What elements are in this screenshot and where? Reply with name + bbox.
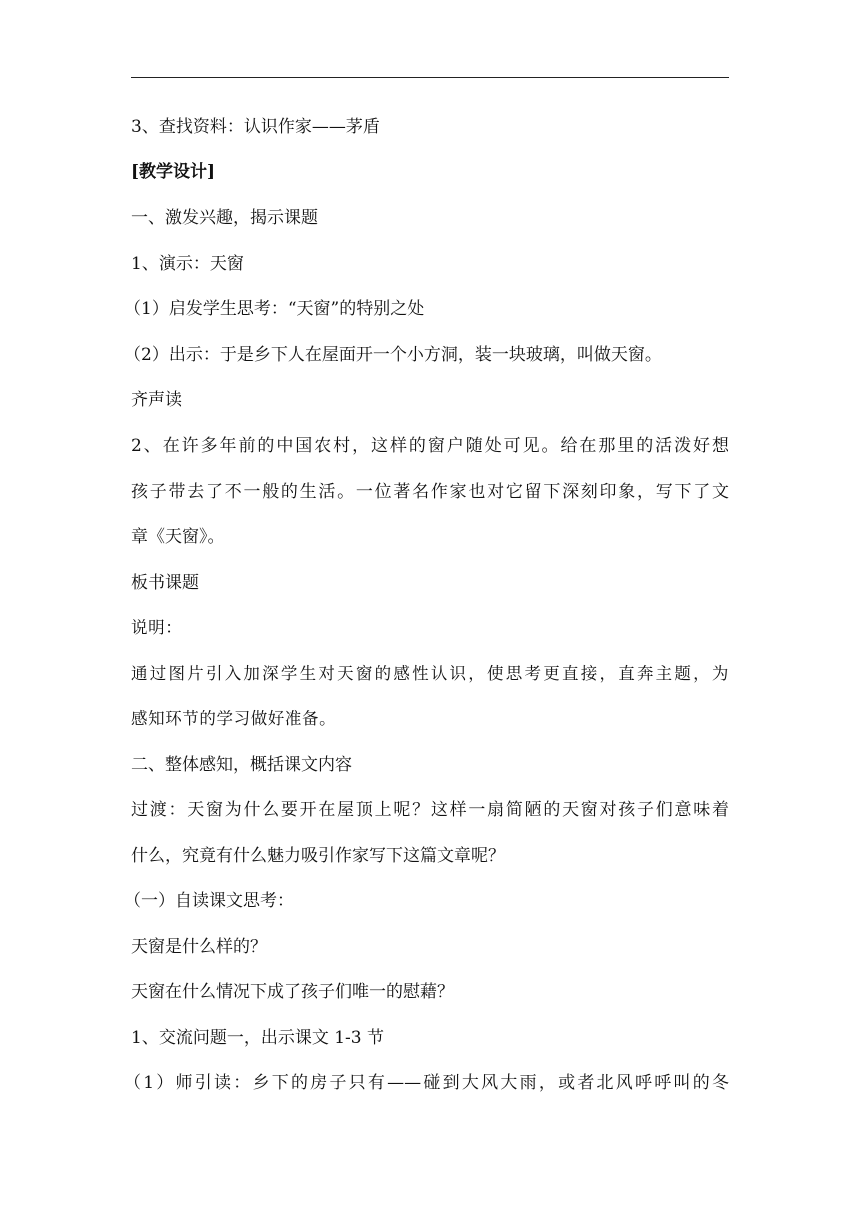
note-text: 通过图片引入加深学生对天窗的感性认识，使思考更直接，直奔主题，为 <box>131 664 729 683</box>
text-line: 什么，究竟有什么魅力吸引作家写下这篇文章呢？ <box>131 846 505 866</box>
text-line: 过渡：天窗为什么要开在屋顶上呢？这样一扇简陋的天窗对孩子们意味着 <box>131 800 729 820</box>
text-line: （2）出示：于是乡下人在屋面开一个小方洞，装一块玻璃，叫做天窗。 <box>124 345 662 365</box>
text-line: 孩子带去了不一般的生活。一位著名作家也对它留下深刻印象，写下了文 <box>131 482 729 502</box>
text-line: 3、查找资料：认识作家——茅盾 <box>131 117 380 137</box>
note-text: 感知环节的学习做好准备。 <box>131 709 337 728</box>
text-line: 一、激发兴趣，揭示课题 <box>131 208 318 228</box>
text-line: 板书课题 <box>131 573 199 593</box>
text-line: 章《天窗》。 <box>131 527 225 547</box>
text-line: 天窗在什么情况下成了孩子们唯一的慰藉？ <box>131 982 454 1002</box>
section-heading: [教学设计] <box>131 162 216 182</box>
text-line: （1）师引读：乡下的房子只有——碰到大风大雨，或者北风呼呼叫的冬 <box>124 1073 729 1093</box>
text-line: 齐声读 <box>131 390 182 410</box>
text-line: 二、整体感知，概括课文内容 <box>131 755 352 775</box>
text-line: 1、交流问题一，出示课文 1-3 节 <box>131 1028 384 1048</box>
text-line: 1、演示：天窗 <box>131 254 244 274</box>
header-divider <box>131 77 729 78</box>
text-line: 天窗是什么样的？ <box>131 937 267 957</box>
note-label: 说明： <box>131 618 183 637</box>
text-line: （1）启发学生思考：“天窗”的特别之处 <box>124 299 425 319</box>
text-line: 2、在许多年前的中国农村，这样的窗户随处可见。给在那里的活泼好想 <box>131 436 729 456</box>
text-line: （一）自读课文思考： <box>124 891 294 911</box>
